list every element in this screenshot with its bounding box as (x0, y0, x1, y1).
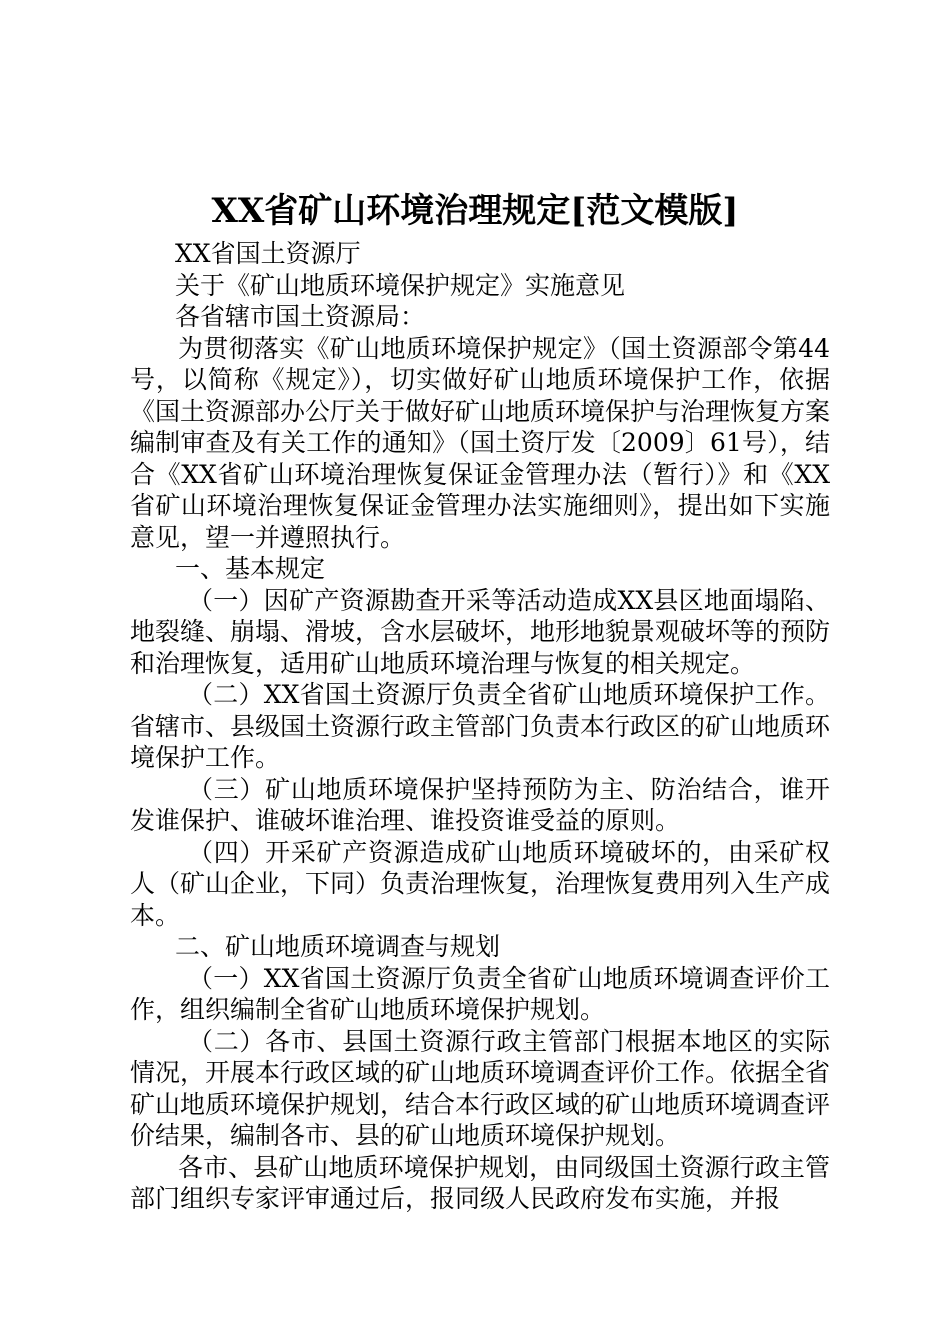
intro-paragraph: 为贯彻落实《矿山地质环境保护规定》（国土资源部令第44号，以简称《规定》），切实做好矿山地质环境保护工作，依据《国土资源部办公厅关于做好矿山地质环境保护与治理恢复方案编制审查及有关工作的通知》（国土资厅发〔2009〕61号），结合《XX省矿山环境治理恢复保证金管理办法（暂行）》和《XX省矿山环境治理恢复保证金管理办法实施细则》，提出如下实施意见，望一并遵照执行。 (130, 333, 831, 552)
subject-line: 关于《矿山地质环境保护规定》实施意见 (175, 270, 626, 300)
clause-1-4: （四）开采矿产资源造成矿山地质环境破坏的，由采矿权人（矿山企业，下同）负责治理恢复，治理恢复费用列入生产成本。 (130, 837, 831, 930)
document-title: XX省矿山环境治理规定[范文模版] (211, 191, 739, 231)
issuer-line: XX省国土资源厅 (175, 239, 361, 268)
clause-1-2: （二）XX省国土资源厅负责全省矿山地质环境保护工作。省辖市、县级国土资源行政主管部门负责本行政区的矿山地质环境保护工作。 (130, 680, 831, 772)
clause-2-1: （一）XX省国土资源厅负责全省矿山地质环境调查评价工作，组织编制全省矿山地质环境保护规划。 (130, 963, 830, 1024)
clause-1-1: （一）因矿产资源勘查开采等活动造成XX县区地面塌陷、地裂缝、崩塌、滑坡，含水层破坏，地形地貌景观破坏等的预防和治理恢复，适用矿山地质环境治理与恢复的相关规定。 (130, 585, 831, 678)
section-heading-1: 一、基本规定 (175, 554, 326, 583)
section-heading-2: 二、矿山地质环境调查与规划 (175, 932, 501, 961)
clause-2-2: （二）各市、县国土资源行政主管部门根据本地区的实际情况，开展本行政区域的矿山地质环境调查评价工作。依据全省矿山地质环境保护规划，结合本行政区域的矿山地质环境调查评价结果，编制各市、县的矿山地质环境保护规划。 (130, 1026, 831, 1150)
document-body (130, 238, 830, 1215)
clause-2-2-continued: 各市、县矿山地质环境保护规划，由同级国土资源行政主管部门组织专家评审通过后，报同级人民政府发布实施，并报 (130, 1152, 830, 1213)
addressee-line: 各省辖市国土资源局： (175, 302, 426, 331)
clause-1-3: （三）矿山地质环境保护坚持预防为主、防治结合，谁开发谁保护、谁破坏谁治理、谁投资谁受益的原则。 (130, 774, 830, 835)
